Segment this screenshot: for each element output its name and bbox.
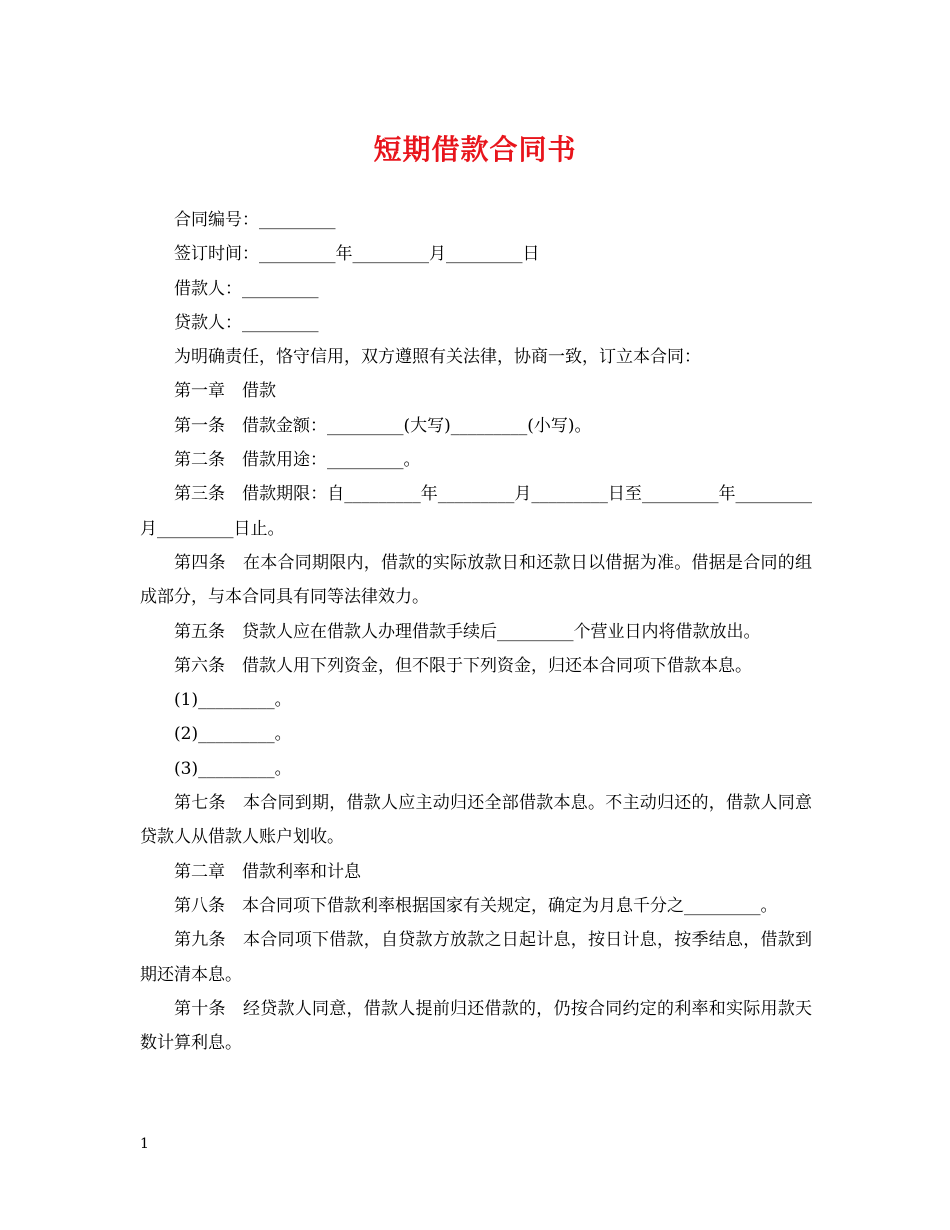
signing-date-line: 签订时间：_________年_________月_________日 xyxy=(174,244,540,265)
preamble-paragraph: 为明确责任，恪守信用，双方遵照有关法律，协商一致，订立本合同： xyxy=(174,347,701,368)
article-8: 第八条 本合同项下借款利率根据国家有关规定，确定为月息千分之_________。 xyxy=(174,895,778,916)
article-6-item-3: (3)_________。 xyxy=(174,758,292,779)
chapter-1-heading: 第一章 借款 xyxy=(174,381,276,402)
article-9: 第九条 本合同项下借款，自贷款方放款之日起计息，按日计息，按季结息，借款到期还清本息。 xyxy=(140,930,812,985)
page-number: 1 xyxy=(140,1136,149,1152)
document-body xyxy=(140,203,812,1060)
contract-number-line: 合同编号：_________ xyxy=(174,210,336,230)
article-4: 第四条 在本合同期限内，借款的实际放款日和还款日以借据为准。借据是合同的组成部分，与本合同具有同等法律效力。 xyxy=(140,552,812,608)
chapter-2-heading: 第二章 借款利率和计息 xyxy=(174,861,361,882)
borrower-line: 借款人：_________ xyxy=(174,278,319,299)
article-10: 第十条 经贷款人同意，借款人提前归还借款的，仍按合同约定的利率和实际用款天数计算利息。 xyxy=(140,998,812,1054)
lender-line: 贷款人：_________ xyxy=(174,312,319,333)
article-6: 第六条 借款人用下列资金，但不限于下列资金，归还本合同项下借款本息。 xyxy=(174,655,752,676)
document-title: 短期借款合同书 xyxy=(373,133,577,166)
article-5: 第五条 贷款人应在借款人办理借款手续后_________个营业日内将借款放出。 xyxy=(174,621,761,642)
article-6-item-1: (1)_________。 xyxy=(174,690,292,711)
article-7: 第七条 本合同到期，借款人应主动归还全部借款本息。不主动归还的，借款人同意贷款人从借款人账户划收。 xyxy=(140,793,812,848)
article-2: 第二条 借款用途：_________。 xyxy=(174,450,421,471)
article-6-item-2: (2)_________。 xyxy=(174,724,292,745)
article-3: 第三条 借款期限：自_________年_________月_________日至_________年_________月_________日止。 xyxy=(140,484,812,539)
article-1: 第一条 借款金额：_________(大写)_________(小写)。 xyxy=(174,415,592,436)
